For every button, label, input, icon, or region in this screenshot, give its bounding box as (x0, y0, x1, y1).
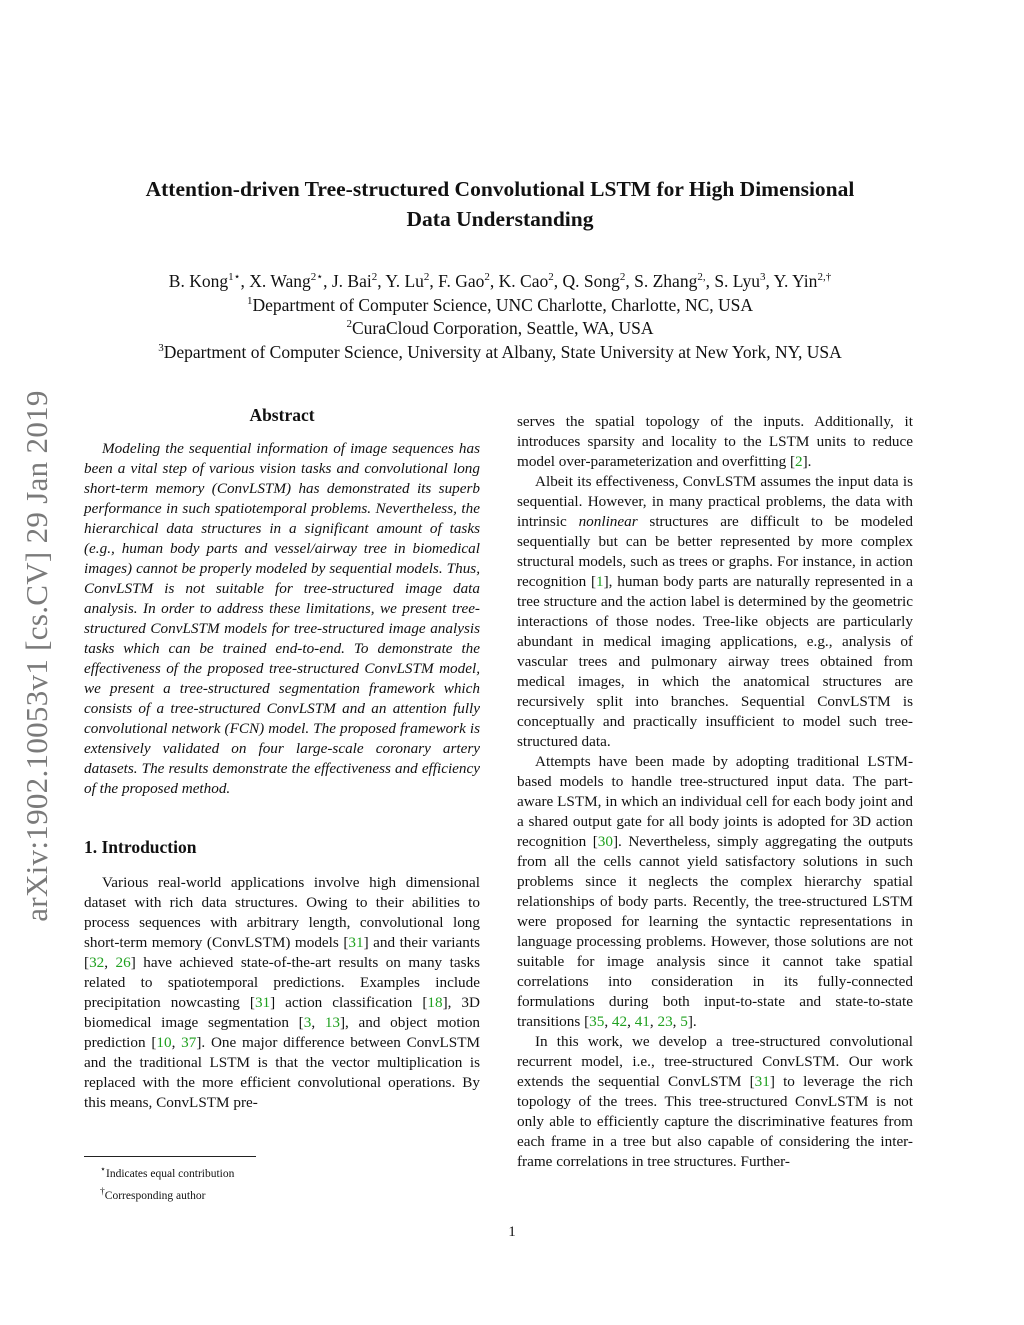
right-paragraph-1: serves the spatial topology of the inputs. Additionally, it introduces sparsity and locality to the LSTM units to reduce model over-parameterization and overfitting [2]. (517, 413, 913, 470)
citation-link[interactable]: 35 (589, 1013, 605, 1030)
paper-title (100, 174, 900, 234)
title-line-1: Attention-driven Tree-structured Convolutional LSTM for High Dimensional (145, 177, 855, 201)
right-paragraph-3: Attempts have been made by adopting traditional LSTM-based models to handle tree-structured input data. The part-aware LSTM, in which an individual cell for each body joint and a shared output gate for all body joints is adopted for 3D action recognition [30]. Nevertheless, simply aggregating the outputs from all the cells cannot yield satisfactory solutions in such problems since it neglects the complex hierarchy spatial relationships of body parts. Recently, the tree-structured LSTM were proposed for learning the syntactic representations in language processing problems. However, those solutions are not suitable for image analysis since it cannot take spatial correlations into consideration in its fully-connected formulations during both input-to-state and state-to-state transitions [35, 42, 41, 23, 5]. (517, 753, 914, 1030)
citation-link[interactable]: 31 (754, 1073, 770, 1090)
left-column (84, 405, 480, 1113)
citation-link[interactable]: 26 (115, 954, 131, 971)
citation-link[interactable]: 13 (324, 1014, 340, 1031)
affiliation-1: $^1$Department of Computer Science, UNC Charlotte, Charlotte, NC, USA (246, 294, 754, 315)
right-paragraph-2: Albeit its effectiveness, ConvLSTM assumes the input data is sequential. However, in many practical problems, the data with intrinsic nonlinear structures are difficult to be modeled sequentially but can be better represented by more complex structural models, such as trees or graphs. For instance, in action recognition [1], human body parts are naturally represented in a tree structure and the action label is determined by the geometric interactions of those nodes. Tree-like objects are particularly abundant in medical imaging applications, e.g., analysis of vascular trees and pulmonary airway trees obtained from medical images, in which the anatomical structures are recursively split into branches. Sequential ConvLSTM is conceptually and practically insufficient to model such tree-structured data. (517, 473, 913, 750)
author-name: K. Cao$^2$, (498, 271, 563, 291)
citation-link[interactable]: 32 (89, 954, 105, 971)
citation-link[interactable]: 18 (427, 994, 443, 1011)
title-line-2: Data Understanding (406, 207, 594, 231)
author-name: X. Wang$^{2⋆}$, (249, 271, 332, 291)
author-name: S. Lyu$^3$, (714, 271, 774, 291)
arxiv-identifier: arXiv:1902.10053v1 [cs.CV] 29 Jan 2019 (19, 390, 54, 922)
citation-link[interactable]: 5 (680, 1013, 688, 1030)
citation-link[interactable]: 1 (596, 573, 604, 590)
author-name: Q. Song$^2$, (562, 271, 635, 291)
abstract-text: Modeling the sequential information of image sequences has been a vital step of various vision tasks and convolutional long short-term memory (ConvLSTM) has demonstrated its superb performance in such spatiotemporal problems. Nevertheless, the hierarchical data structures in a significant amount of tasks (e.g., human body parts and vessel/airway tree in biomedical images) cannot be properly modeled by sequential models. Thus, ConvLSTM is not suitable for tree-structured image data analysis. In order to address these limitations, we present tree-structured ConvLSTM models for tree-structured image analysis tasks which can be trained end-to-end. To demonstrate the effectiveness of the proposed tree-structured ConvLSTM model, we present a tree-structured segmentation framework which consists of a tree-structured ConvLSTM and an attention fully convolutional network (FCN) model. The proposed framework is extensively validated on four large-scale coronary artery datasets. The results demonstrate the effectiveness and efficiency of the proposed method. (84, 440, 480, 797)
citation-link[interactable]: 31 (254, 994, 271, 1011)
intro-paragraph-1: Various real-world applications involve high dimensional dataset with rich data structures. Owing to their abilities to process sequences with arbitrary length, convolutional long short-term memory (ConvLSTM) models [31] and their variants [32, 26] have achieved state-of-the-art results on many tasks related to spatiotemporal predictions. Examples include precipitation nowcasting [31] action classification [18], 3D biomedical image segmentation [3, 13], and object motion prediction [10, 37]. One major difference between ConvLSTM and the traditional LSTM is that the vector multiplication is replaced with the more efficient convolutional operations. By this means, ConvLSTM pre- (84, 874, 481, 1111)
abstract-heading: Abstract (249, 405, 315, 425)
page-number: 1 (508, 1224, 516, 1240)
citation-link[interactable]: 42 (611, 1013, 628, 1030)
citation-link[interactable]: 37 (181, 1034, 197, 1051)
arxiv-sidebar (8, 356, 66, 956)
author-name: Y. Lu$^2$, (385, 271, 439, 291)
footnotes (100, 1161, 234, 1205)
right-column (517, 412, 913, 1172)
citation-link[interactable]: 3 (303, 1014, 312, 1031)
footnote-corresponding-author: †Corresponding author (100, 1185, 206, 1202)
author-name: B. Kong$^{1⋆}$, (168, 271, 250, 291)
right-paragraph-4: In this work, we develop a tree-structured convolutional recurrent model, i.e., tree-structured ConvLSTM. Our work extends the sequential ConvLSTM [31] to leverage the rich topology of the trees. This tree-structured ConvLSTM is not only able to efficiently capture the discriminative features from each frame in a tree but also capable of considering the inter-frame correlations in tree structures. Further- (517, 1033, 913, 1170)
affiliation-3: $^3$Department of Computer Science, University at Albany, State University at New York, NY, USA (158, 341, 842, 362)
citation-link[interactable]: 23 (657, 1013, 673, 1030)
footnote-equal-contribution: ⋆Indicates equal contribution (100, 1164, 235, 1180)
citation-link[interactable]: 41 (634, 1013, 650, 1030)
footnote-divider (84, 1156, 256, 1157)
author-name: F. Gao$^2$, (438, 271, 499, 291)
author-name: J. Bai$^2$, (331, 271, 386, 291)
affiliation-2: $^2$CuraCloud Corporation, Seattle, WA, USA (346, 318, 654, 338)
author-names (60, 270, 940, 294)
author-name: S. Zhang$^{2,}$, (634, 271, 715, 291)
citation-link[interactable]: 30 (597, 833, 613, 850)
author-block (60, 270, 940, 364)
citation-link[interactable]: 10 (156, 1034, 172, 1051)
citation-link[interactable]: 2 (795, 453, 803, 470)
introduction-heading: 1. Introduction (84, 837, 197, 857)
author-name: Y. Yin$^{2,\dagger}$ (773, 271, 832, 291)
citation-link[interactable]: 31 (348, 934, 364, 951)
